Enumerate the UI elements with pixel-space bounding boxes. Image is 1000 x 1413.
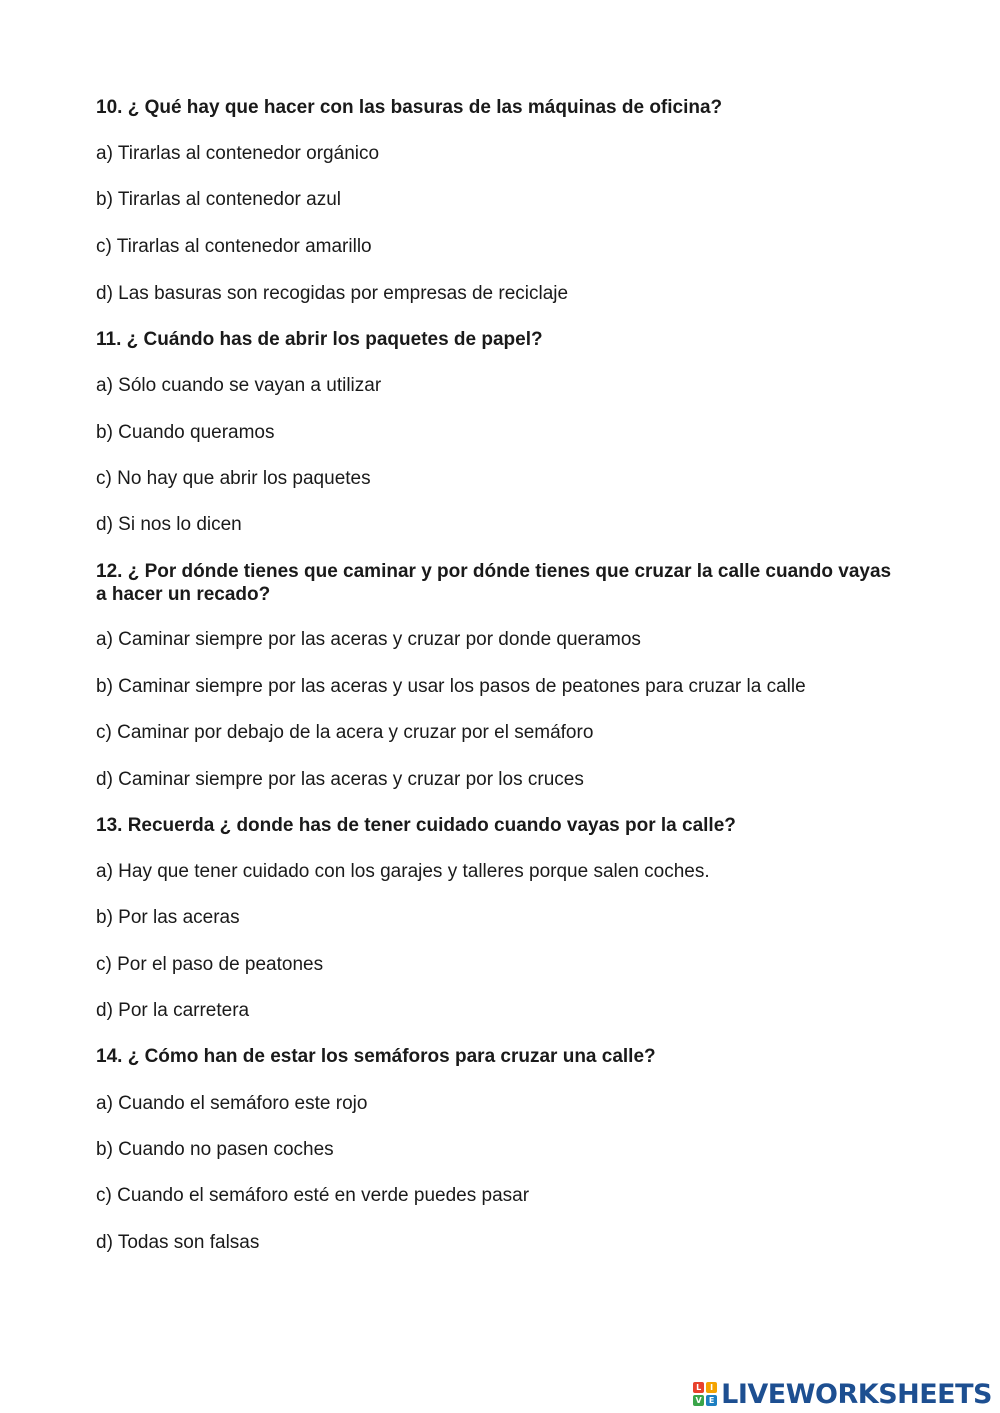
logo-tile-e: E [706,1395,717,1406]
logo-tile-v: V [693,1395,704,1406]
option-14a: a) Cuando el semáforo este rojo [96,1093,368,1114]
option-11d: d) Si nos lo dicen [96,514,242,535]
question-12: 12. ¿ Por dónde tienes que caminar y por dónde tienes que cruzar la calle cuando vayas a hacer un recado? [96,561,892,605]
option-14d: d) Todas son falsas [96,1232,260,1253]
option-13d: d) Por la carretera [96,1000,250,1021]
logo-text: LIVEWORKSHEETS [721,1378,992,1410]
option-10c: c) Tirarlas al contenedor amarillo [96,236,372,257]
option-12d: d) Caminar siempre por las aceras y cruzar por los cruces [96,769,584,790]
option-14b: b) Cuando no pasen coches [96,1139,334,1160]
option-11c: c) No hay que abrir los paquetes [96,468,371,489]
question-10: 10. ¿ Qué hay que hacer con las basuras de las máquinas de oficina? [96,97,723,118]
option-13b: b) Por las aceras [96,907,240,928]
option-13a: a) Hay que tener cuidado con los garajes y talleres porque salen coches. [96,861,710,882]
option-11b: b) Cuando queramos [96,422,275,443]
question-14: 14. ¿ Cómo han de estar los semáforos para cruzar una calle? [96,1046,656,1067]
option-12c: c) Caminar por debajo de la acera y cruzar por el semáforo [96,722,594,743]
option-12a: a) Caminar siempre por las aceras y cruzar por donde queramos [96,629,641,650]
question-11: 11. ¿ Cuándo has de abrir los paquetes de papel? [96,329,543,350]
option-12b: b) Caminar siempre por las aceras y usar los pasos de peatones para cruzar la calle [96,676,806,697]
liveworksheets-logo[interactable] [693,1379,992,1409]
option-14c: c) Cuando el semáforo esté en verde puedes pasar [96,1185,530,1206]
option-10a: a) Tirarlas al contenedor orgánico [96,143,380,164]
option-11a: a) Sólo cuando se vayan a utilizar [96,375,382,396]
option-10b: b) Tirarlas al contenedor azul [96,189,342,210]
question-13: 13. Recuerda ¿ donde has de tener cuidado cuando vayas por la calle? [96,815,736,836]
liveworksheets-logo-icon [693,1382,717,1406]
logo-tile-i: I [706,1382,717,1393]
logo-tile-l: L [693,1382,704,1393]
option-13c: c) Por el paso de peatones [96,954,324,975]
option-10d: d) Las basuras son recogidas por empresas de reciclaje [96,283,569,304]
